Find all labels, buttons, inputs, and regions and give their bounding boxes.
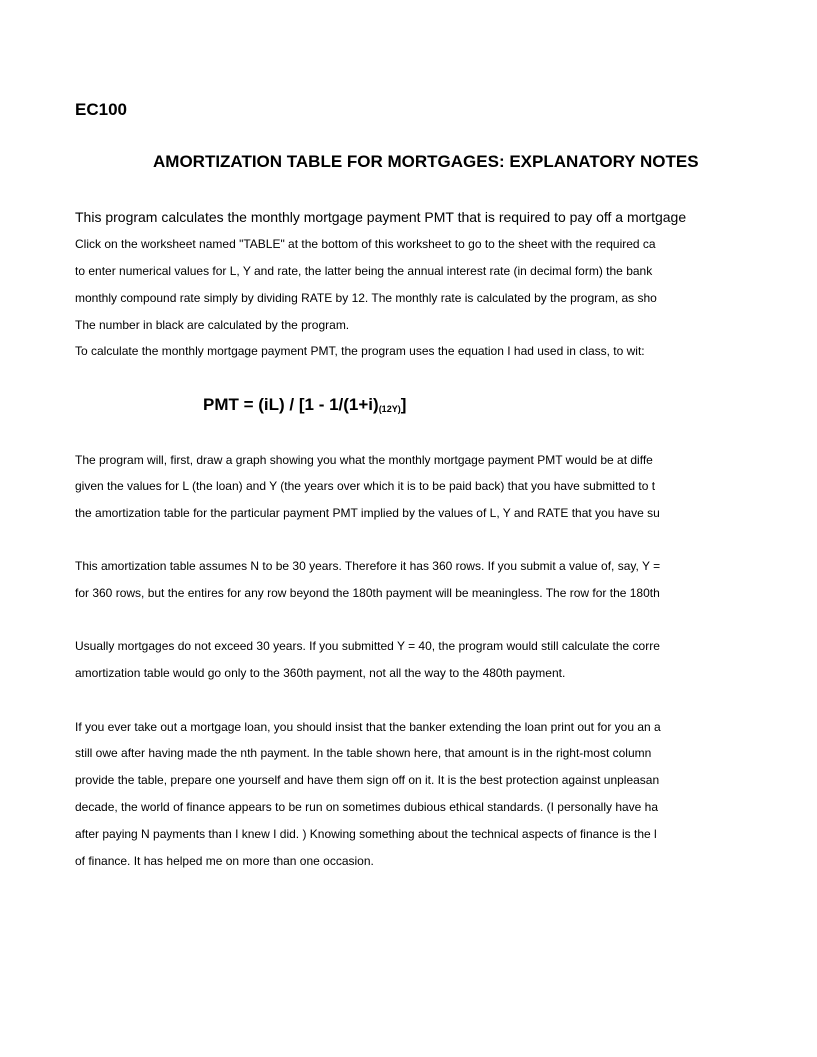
text-line: decade, the world of finance appears to be run on sometimes dubious ethical standards. (I personally have ha bbox=[75, 800, 659, 814]
text-line: If you ever take out a mortgage loan, you should insist that the banker extending the loan print out for you an a bbox=[75, 720, 661, 734]
text-line: for 360 rows, but the entires for any row beyond the 180th payment will be meaningless. The row for the 180th bbox=[75, 586, 660, 600]
text-line: monthly compound rate simply by dividing RATE by 12. The monthly rate is calculated by the program, as sho bbox=[75, 291, 657, 305]
text-line: Click on the worksheet named "TABLE" at the bottom of this worksheet to go to the sheet with the required ca bbox=[75, 237, 656, 251]
formula-close: ] bbox=[400, 395, 407, 414]
text-line: still owe after having made the nth payment. In the table shown here, that amount is in the right-most column bbox=[75, 746, 652, 760]
text-line: The number in black are calculated by the program. bbox=[75, 318, 350, 332]
formula-exponent: (12Y) bbox=[378, 404, 401, 414]
text-line: of finance. It has helped me on more than one occasion. bbox=[75, 854, 374, 868]
text-line: the amortization table for the particular payment PMT implied by the values of L, Y and RATE that you have su bbox=[75, 506, 660, 520]
text-line: provide the table, prepare one yourself and have them sign off on it. It is the best protection against unpleasan bbox=[75, 773, 660, 787]
pmt-formula bbox=[203, 395, 406, 415]
course-code: EC100 bbox=[75, 100, 127, 119]
text-line: To calculate the monthly mortgage payment PMT, the program uses the equation I had used in class, to wit: bbox=[75, 344, 645, 358]
text-line: after paying N payments than I knew I did. ) Knowing something about the technical aspects of finance is the l bbox=[75, 827, 657, 841]
formula-main: PMT = (iL) / [1 - 1/(1+i) bbox=[203, 395, 379, 414]
text-line: given the values for L (the loan) and Y (the years over which it is to be paid back) that you have submitted to t bbox=[75, 479, 656, 493]
text-line: Usually mortgages do not exceed 30 years. If you submitted Y = 40, the program would still calculate the corre bbox=[75, 639, 660, 653]
document-title: AMORTIZATION TABLE FOR MORTGAGES: EXPLANATORY NOTES bbox=[153, 152, 699, 171]
text-line: This amortization table assumes N to be 30 years. Therefore it has 360 rows. If you submit a value of, say, Y = bbox=[75, 559, 661, 573]
intro-line: This program calculates the monthly mortgage payment PMT that is required to pay off a mortgage bbox=[75, 209, 687, 225]
text-line: The program will, first, draw a graph showing you what the monthly mortgage payment PMT would be at diffe bbox=[75, 453, 653, 467]
text-line: to enter numerical values for L, Y and rate, the latter being the annual interest rate (in decimal form) the bank bbox=[75, 264, 653, 278]
text-line: amortization table would go only to the 360th payment, not all the way to the 480th payment. bbox=[75, 666, 566, 680]
